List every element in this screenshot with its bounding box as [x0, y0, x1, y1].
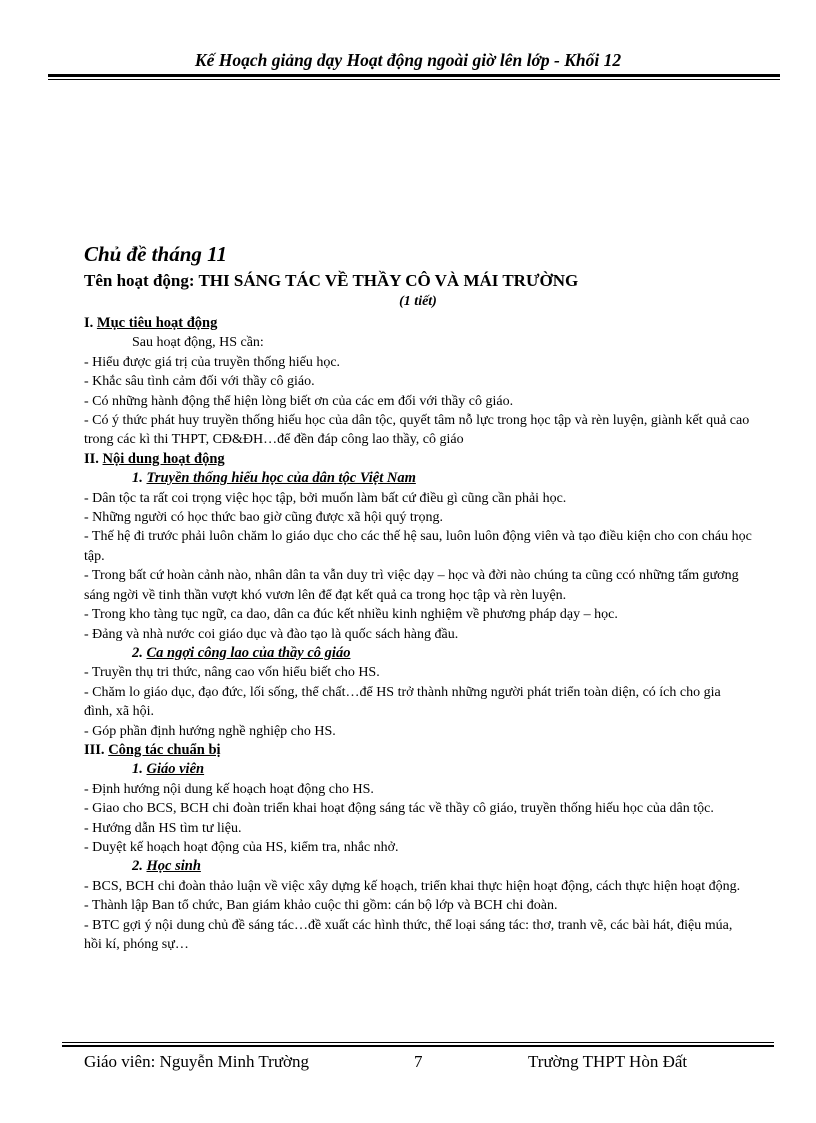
list-item: - BTC gợi ý nội dung chủ đề sáng tác…đề xuất các hình thức, thể loại sáng tác: thơ, tranh vẽ, các bài hát, điệu múa, hồi kí, phóng sự… — [84, 917, 733, 952]
list-item: - Truyền thụ tri thức, nâng cao vốn hiểu biết cho HS. — [84, 665, 380, 681]
section-2-sub-2-title: Ca ngợi công lao của thầy cô giáo — [146, 644, 351, 661]
topic-title: Chủ đề tháng 11 — [84, 242, 227, 266]
list-item: - Thành lập Ban tổ chức, Ban giám khảo cuộc thi gồm: cán bộ lớp và BCH chi đoàn. — [84, 898, 558, 914]
section-2-sub-1-heading — [84, 469, 752, 488]
list-item: - Định hướng nội dung kế hoạch hoạt động cho HS. — [84, 781, 374, 797]
section-2-sub-2-number: 2. — [132, 644, 147, 661]
list-item: - Dân tộc ta rất coi trọng việc học tập, bởi muốn làm bất cứ điều gì cũng cần phải học. — [84, 490, 567, 506]
list-item: - Giao cho BCS, BCH chi đoàn triển khai hoạt động sáng tác về thầy cô giáo, truyền thống hiếu học của dân tộc. — [84, 801, 714, 817]
section-3-sub-2-heading — [84, 857, 752, 876]
footer-rule — [62, 1042, 774, 1043]
section-2-sub-1-title: Truyền thống hiếu học của dân tộc Việt Nam — [146, 470, 416, 487]
list-item: - Chăm lo giáo dục, đạo đức, lối sống, thể chất…để HS trở thành những người phát triển toàn diện, có ích cho gia đình, xã hội. — [84, 684, 721, 720]
list-item: - Hiểu được giá trị của truyền thống hiếu học. — [84, 354, 341, 370]
section-2-number: II. — [84, 450, 103, 467]
list-item: - Có những hành động thể hiện lòng biết ơn của các em đối với thầy cô giáo. — [84, 393, 514, 409]
page-header: Kế Hoạch giảng dạy Hoạt động ngoài giờ lên lớp - Khối 12 — [194, 50, 622, 70]
list-item: - Có ý thức phát huy truyền thống hiếu học của dân tộc, quyết tâm nỗ lực trong học tập và rèn luyện, giành kết quả cao trong các kì thi THPT, CĐ&ĐH…để đền đáp công lao thầy, cô giáo — [84, 413, 750, 448]
section-3-sub-1-title: Giáo viên — [146, 761, 205, 778]
list-item: - Khắc sâu tình cảm đối với thầy cô giáo. — [84, 374, 315, 390]
document-body — [84, 240, 752, 954]
period-count: (1 tiết) — [399, 294, 437, 309]
section-3-sub-1-list — [84, 780, 752, 858]
section-2-title: Nội dung hoạt động — [102, 450, 225, 467]
section-2-sub-2-heading — [84, 644, 752, 663]
section-3-sub-2-list — [84, 877, 752, 955]
section-2-sub-1-number: 1. — [132, 470, 147, 487]
list-item: - Trong kho tàng tục ngữ, ca dao, dân ca đúc kết nhiều kinh nghiệm về phương pháp dạy – học. — [84, 607, 618, 623]
header-rule — [48, 74, 780, 77]
list-item: - Thế hệ đi trước phải luôn chăm lo giáo dục cho các thế hệ sau, luôn luôn động viên và tạo điều kiện cho con cháu học tập. — [84, 529, 752, 564]
footer-teacher: Giáo viên: Nguyễn Minh Trường — [84, 1052, 310, 1071]
list-item: - Duyệt kế hoạch hoạt động của HS, kiểm tra, nhắc nhở. — [84, 839, 399, 855]
footer-school: Trường THPT Hòn Đất — [528, 1052, 688, 1071]
section-1-number: I. — [84, 315, 97, 331]
section-3-sub-2-number: 2. — [132, 858, 147, 875]
footer-rule-thick — [62, 1045, 774, 1047]
section-3-title: Công tác chuẩn bị — [108, 741, 221, 758]
list-item: - Đảng và nhà nước coi giáo dục và đào tạo là quốc sách hàng đầu. — [84, 626, 459, 642]
list-item: - Góp phần định hướng nghề nghiệp cho HS. — [84, 723, 336, 739]
list-item: - BCS, BCH chi đoàn thảo luận về việc xây dựng kế hoạch, triển khai thực hiện hoạt động, cách thực hiện hoạt động. — [84, 878, 741, 894]
section-3-number: III. — [84, 741, 109, 758]
section-1-list — [84, 353, 752, 450]
list-item: - Hướng dẫn HS tìm tư liệu. — [84, 820, 242, 836]
section-3-sub-1-heading — [84, 760, 752, 779]
section-2-heading — [84, 450, 752, 469]
section-3-sub-1-number: 1. — [132, 761, 147, 778]
header-rule-thin — [48, 79, 780, 80]
section-3-heading — [84, 741, 752, 760]
activity-title: Tên hoạt động: THI SÁNG TÁC VỀ THẦY CÔ VÀ MÁI TRƯỜNG — [84, 271, 579, 290]
section-1-intro: Sau hoạt động, HS cần: — [132, 335, 264, 351]
section-2-sub-1-list — [84, 489, 752, 644]
section-1-title: Mục tiêu hoạt động — [96, 315, 218, 331]
section-2-sub-2-list — [84, 663, 752, 741]
list-item: - Trong bất cứ hoàn cảnh nào, nhân dân ta vẫn duy trì việc dạy – học và đời nào chúng ta cũng ccó những tấm gương sáng ngời về tinh thần vượt khó vươn lên để đạt kết quả ca trong học tập và rèn luyện. — [84, 568, 739, 603]
section-3-sub-2-title: Học sinh — [146, 858, 201, 875]
page-number: 7 — [414, 1052, 423, 1071]
section-1-heading — [84, 314, 752, 333]
list-item: - Những người có học thức bao giờ cũng được xã hội quý trọng. — [84, 510, 443, 526]
